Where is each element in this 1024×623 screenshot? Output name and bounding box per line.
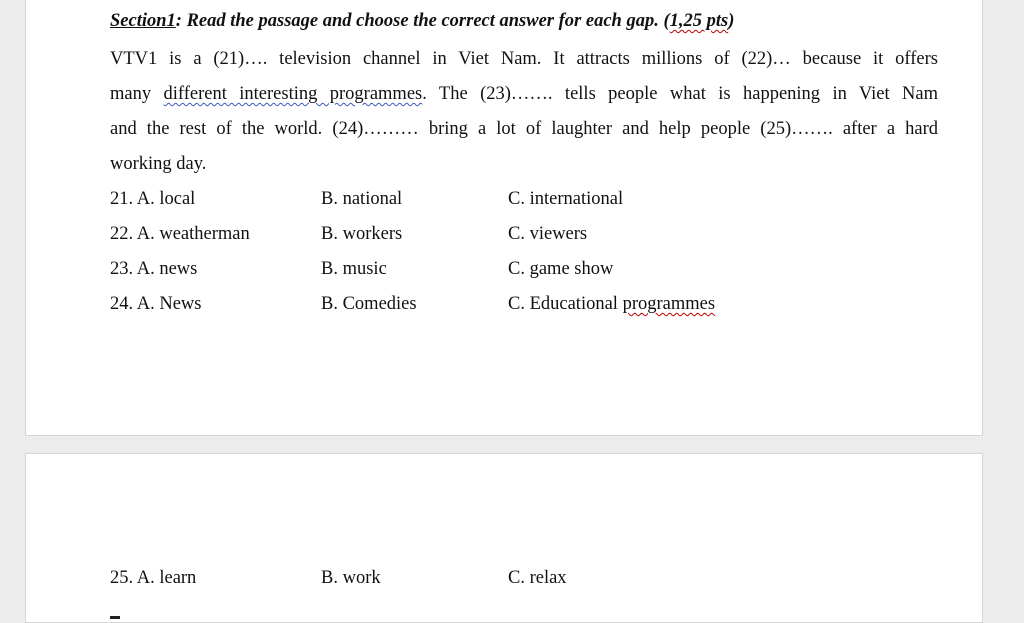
question-22-option-b: B. workers	[321, 224, 403, 244]
question-23-option-b: B. music	[321, 259, 387, 279]
question-24-option-c-prefix: C. Educational	[508, 294, 623, 314]
document-page-2	[25, 453, 983, 623]
section-label: Section1	[110, 11, 176, 31]
question-22-option-c: C. viewers	[508, 224, 588, 244]
question-23-option-a: 23. A. news	[110, 259, 198, 279]
question-24-option-c-underlined: programmes	[622, 294, 716, 314]
section-instruction: : Read the passage and choose the correct answer for each gap. (	[175, 11, 670, 31]
question-25-option-c: C. relax	[508, 568, 567, 588]
passage-line-2	[110, 83, 938, 105]
question-22-option-a: 22. A. weatherman	[110, 224, 250, 244]
section-heading-close: )	[728, 11, 735, 31]
passage-line-4: working day.	[110, 154, 207, 174]
passage-underlined-phrase: different interesting programmes	[163, 84, 423, 104]
passage-line-1: VTV1 is a (21)…. television channel in Viet Nam. It attracts millions of (22)… because it offers	[110, 49, 938, 69]
section-heading	[110, 11, 734, 32]
passage-line-3: and the rest of the world. (24)……… bring a lot of laughter and help people (25)……. after a hard	[110, 119, 938, 139]
question-21-option-b: B. national	[321, 189, 403, 209]
question-24-option-a: 24. A. News	[110, 294, 202, 314]
question-25-option-a: 25. A. learn	[110, 568, 197, 588]
question-21-option-c: C. international	[508, 189, 624, 209]
question-25-option-b: B. work	[321, 568, 381, 588]
question-23-option-c: C. game show	[508, 259, 614, 279]
section-points: 1,25 pts	[669, 11, 729, 31]
document-page-1	[25, 0, 983, 436]
cut-off-next-line	[110, 604, 230, 622]
question-21-option-a: 21. A. local	[110, 189, 196, 209]
passage-line-2-start: many	[110, 84, 164, 104]
passage-line-2-end: . The (23)……. tells people what is happening in Viet Nam	[422, 84, 938, 104]
question-24-option-b: B. Comedies	[321, 294, 417, 314]
question-24-option-c	[508, 293, 715, 315]
